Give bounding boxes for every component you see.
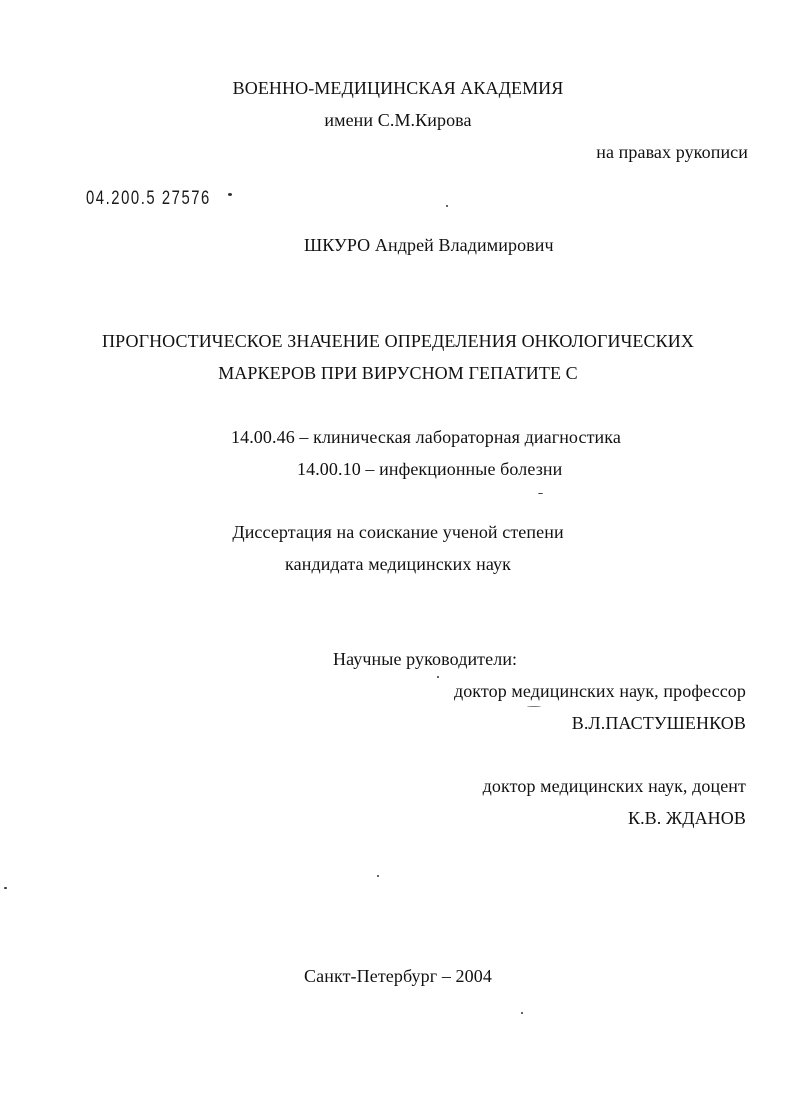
specialty-code-2: 14.00.10 – инфекционные болезни [297,459,563,479]
supervisor-1-title: доктор медицинских наук, профессор [453,681,746,701]
supervisor-1-name: В.Л.ПАСТУШЕНКОВ [571,713,746,733]
scan-speck [228,193,232,196]
scan-speck [437,676,439,678]
specialty-code-1: 14.00.46 – клиническая лабораторная диагностика [231,427,621,447]
academy-named-after: имени С.М.Кирова [324,110,472,130]
scan-speck [446,205,448,207]
author-name: ШКУРО Андрей Владимирович [304,235,554,255]
supervisors-heading: Научные руководители: [333,649,518,669]
supervisor-2-name: К.В. ЖДАНОВ [627,808,746,828]
scan-speck [4,887,7,889]
manuscript-rights-note: на правах рукописи [596,142,748,162]
scan-speck [527,706,541,707]
thesis-title-line-2: МАРКЕРОВ ПРИ ВИРУСНОМ ГЕПАТИТЕ С [218,363,578,383]
scan-speck [538,493,543,494]
degree-line-1: Диссертация на соискание ученой степени [232,522,564,542]
scan-speck [377,875,379,877]
library-stamp-number: 04.200.5 27576 [86,188,211,209]
scan-speck [521,1012,523,1014]
city-year: Санкт-Петербург – 2004 [304,966,492,986]
thesis-title-line-1: ПРОГНОСТИЧЕСКОЕ ЗНАЧЕНИЕ ОПРЕДЕЛЕНИЯ ОНКОЛОГИЧЕСКИХ [102,331,694,351]
supervisor-2-title: доктор медицинских наук, доцент [482,776,746,796]
academy-name: ВОЕННО-МЕДИЦИНСКАЯ АКАДЕМИЯ [232,78,564,98]
degree-line-2: кандидата медицинских наук [285,554,511,574]
